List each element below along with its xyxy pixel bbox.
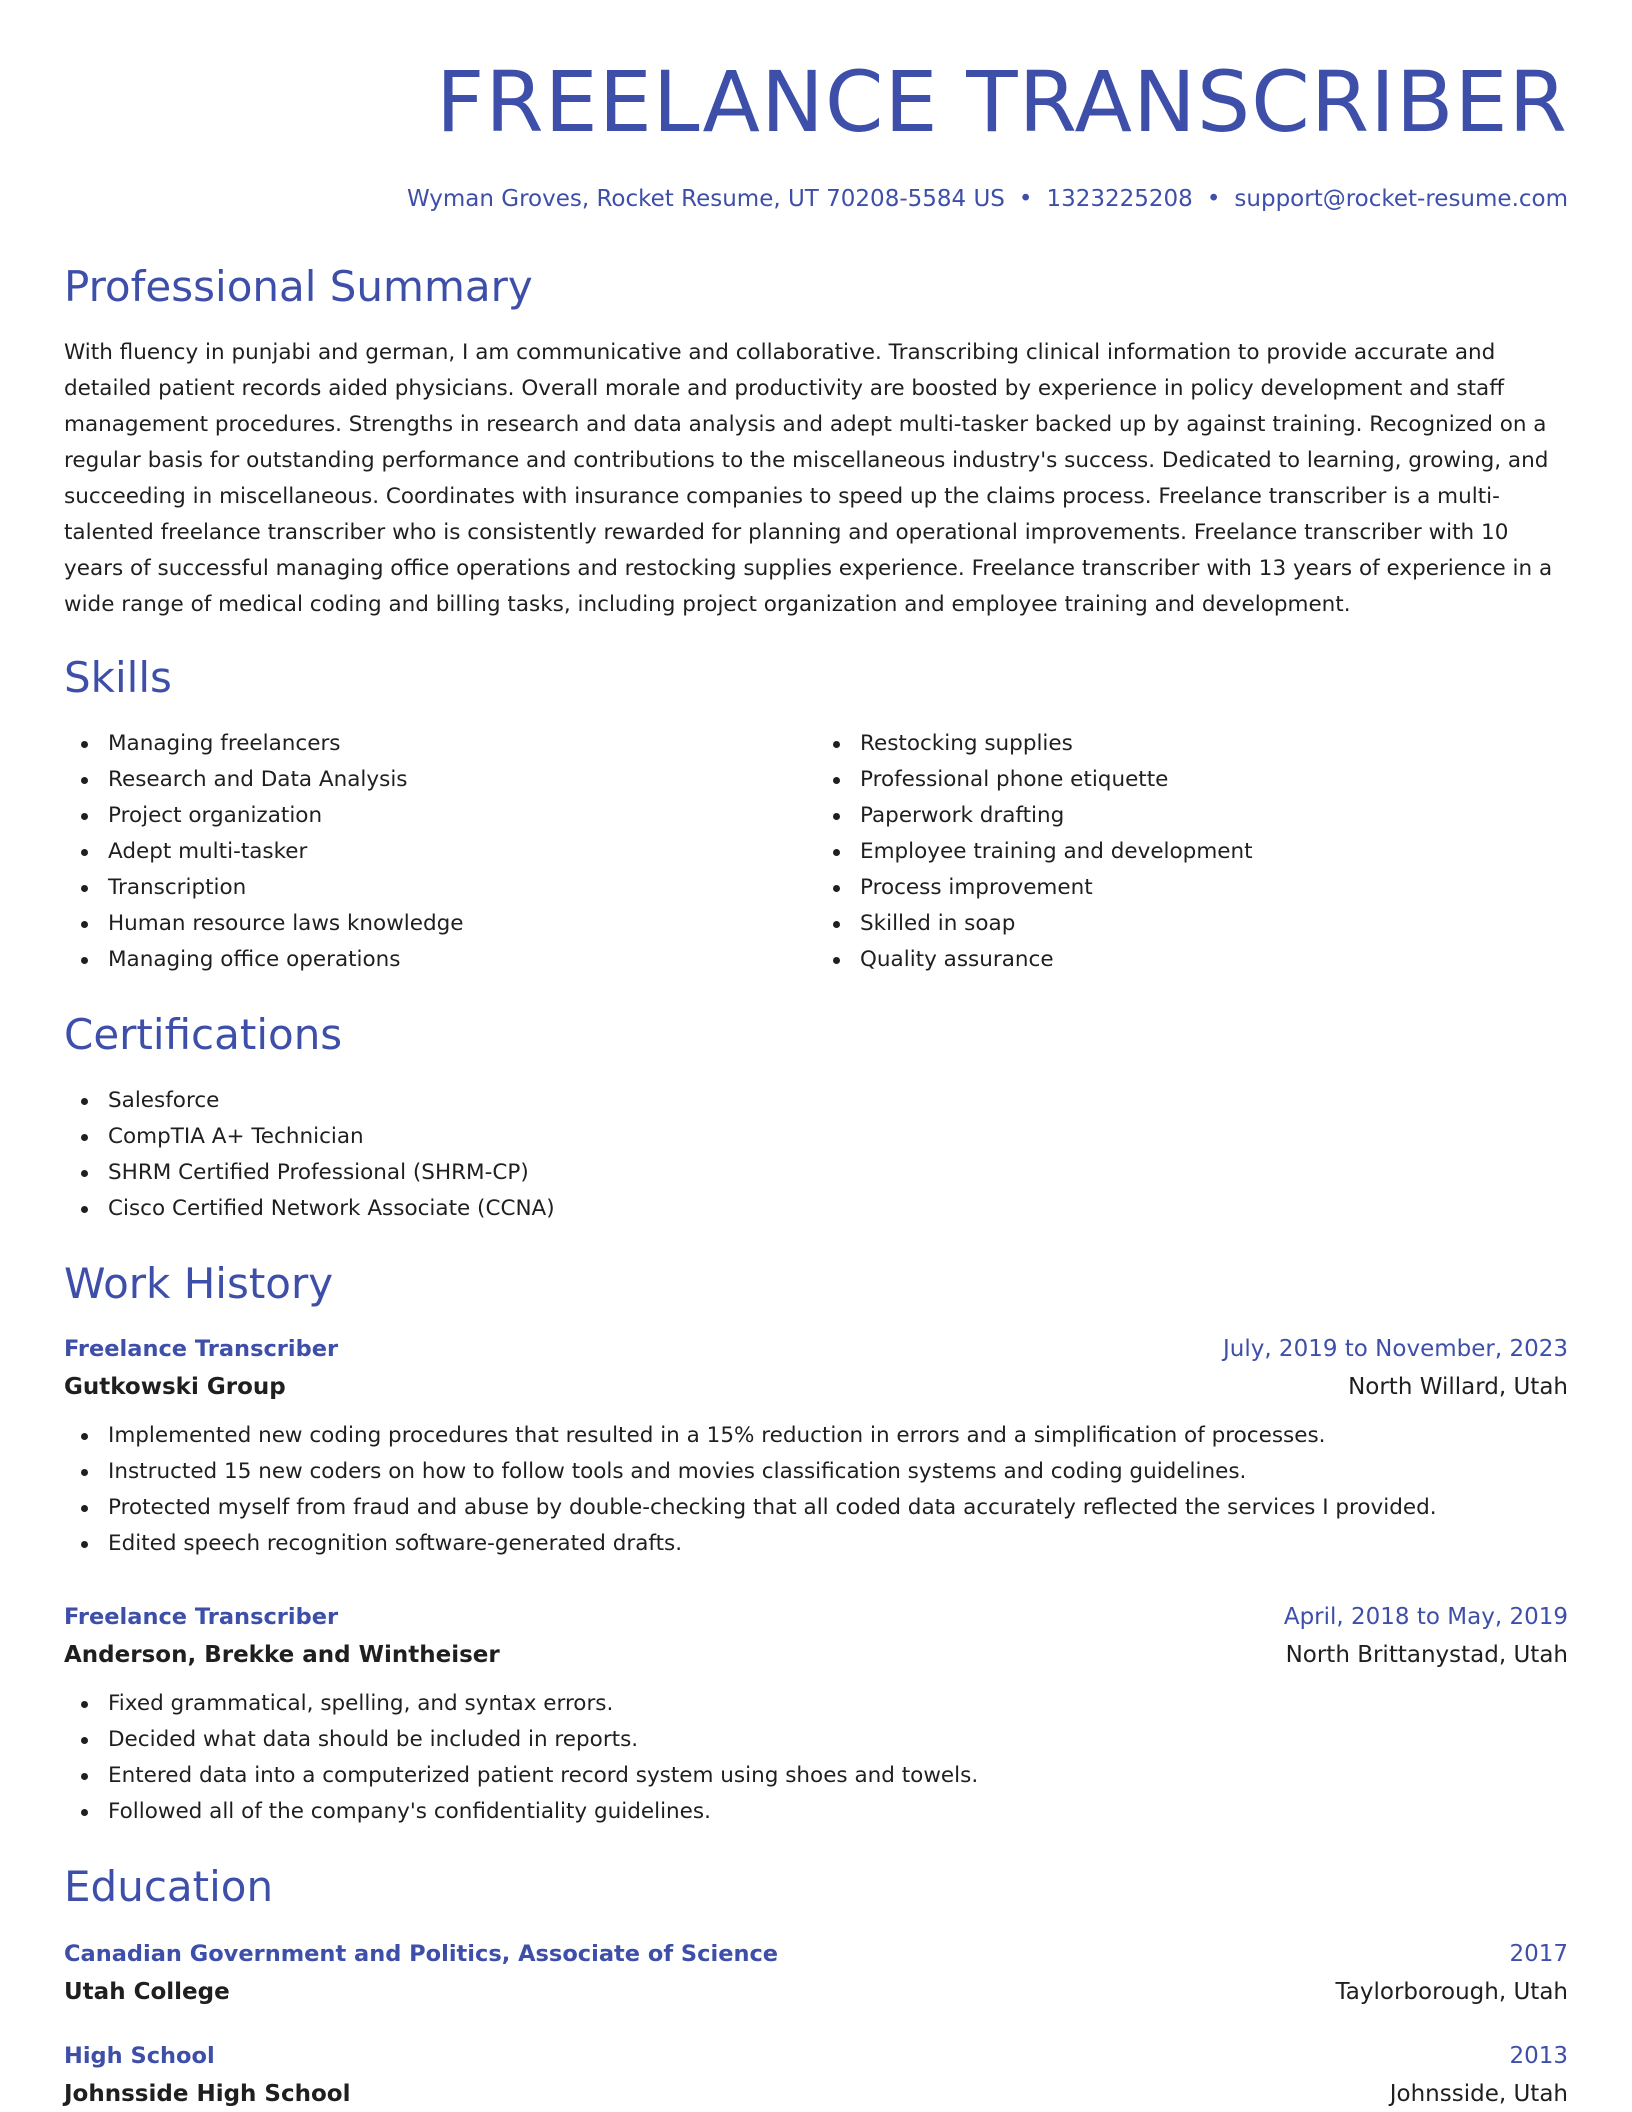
- education-degree: High School: [64, 2043, 215, 2069]
- work-history-heading: Work History: [64, 1259, 334, 1308]
- contact-phone: 1323225208: [1046, 186, 1193, 212]
- skill-item: Transcription: [108, 870, 816, 906]
- education-header-row: [64, 2043, 1568, 2069]
- job-bullet: Fixed grammatical, spelling, and syntax errors.: [108, 1686, 1568, 1722]
- contact-separator: •: [1206, 186, 1221, 212]
- skill-item: Restocking supplies: [860, 726, 1568, 762]
- education-header-row: [64, 1941, 1568, 1967]
- job-location: North Brittanystad, Utah: [1285, 1642, 1568, 1668]
- skill-item: Professional phone etiquette: [860, 762, 1568, 798]
- skill-item: Skilled in soap: [860, 906, 1568, 942]
- skill-item: Employee training and development: [860, 834, 1568, 870]
- job-entry: [64, 1604, 1568, 1830]
- contact-address: Wyman Groves, Rocket Resume, UT 70208-5584 US: [406, 186, 1005, 212]
- job-bullets: [64, 1418, 1568, 1562]
- skill-item: Process improvement: [860, 870, 1568, 906]
- education-entry: [64, 1941, 1568, 2005]
- certifications-list: [64, 1083, 1568, 1227]
- job-bullet: Protected myself from fraud and abuse by double-checking that all coded data accurately reflected the services I provided.: [108, 1490, 1568, 1526]
- contact-email: support@rocket-resume.com: [1234, 186, 1568, 212]
- certification-item: Salesforce: [108, 1083, 1568, 1119]
- job-bullets: [64, 1686, 1568, 1830]
- skills-heading: Skills: [64, 653, 172, 702]
- skill-item: Managing freelancers: [108, 726, 816, 762]
- job-company-row: [64, 1642, 1568, 1668]
- job-bullet: Implemented new coding procedures that resulted in a 15% reduction in errors and a simplification of processes.: [108, 1418, 1568, 1454]
- job-company-row: [64, 1374, 1568, 1400]
- skill-item: Managing office operations: [108, 942, 816, 978]
- job-bullet: Decided what data should be included in reports.: [108, 1722, 1568, 1758]
- skill-item: Research and Data Analysis: [108, 762, 816, 798]
- certifications-heading: Certifications: [64, 1010, 343, 1059]
- education-year: 2013: [1509, 2043, 1568, 2069]
- education-location: Taylorborough, Utah: [1335, 1979, 1568, 2005]
- job-dates: July, 2019 to November, 2023: [1222, 1336, 1568, 1362]
- skill-item: Quality assurance: [860, 942, 1568, 978]
- job-bullet: Edited speech recognition software-generated drafts.: [108, 1526, 1568, 1562]
- education-degree: Canadian Government and Politics, Associate of Science: [64, 1941, 779, 1967]
- education-location: Johnsside, Utah: [1389, 2081, 1568, 2107]
- skills-column-right: [816, 726, 1568, 978]
- certification-item: SHRM Certified Professional (SHRM-CP): [108, 1155, 1568, 1191]
- job-bullet: Entered data into a computerized patient record system using shoes and towels.: [108, 1758, 1568, 1794]
- education-school-row: [64, 2081, 1568, 2107]
- job-entry: [64, 1336, 1568, 1562]
- job-title: Freelance Transcriber: [64, 1336, 339, 1362]
- certification-item: CompTIA A+ Technician: [108, 1119, 1568, 1155]
- job-bullet: Instructed 15 new coders on how to follow tools and movies classification systems and coding guidelines.: [108, 1454, 1568, 1490]
- job-location: North Willard, Utah: [1348, 1374, 1568, 1400]
- education-year: 2017: [1509, 1941, 1568, 1967]
- education-school-row: [64, 1979, 1568, 2005]
- job-bullet: Followed all of the company's confidentiality guidelines.: [108, 1794, 1568, 1830]
- skills-column-left: [64, 726, 816, 978]
- job-company: Anderson, Brekke and Wintheiser: [64, 1642, 500, 1668]
- skill-item: Paperwork drafting: [860, 798, 1568, 834]
- summary-text: With fluency in punjabi and german, I am communicative and collaborative. Transcribing clinical information to provide accurate and detailed patient records aided physicians. Overall morale and productivity are boosted by experience in policy development and staff management procedures. Strengths in research and data analysis and adept multi-tasker backed up by against training. Recognized on a regular basis for outstanding performance and contributions to the miscellaneous industry's success. Dedicated to learning, growing, and succeeding in miscellaneous. Coordinates with insurance companies to speed up the claims process. Freelance transcriber is a multi-talented freelance transcriber who is consistently rewarded for planning and operational improvements. Freelance transcriber with 10 years of successful managing office operations and restocking supplies experience. Freelance transcriber with 13 years of experience in a wide range of medical coding and billing tasks, including project organization and employee training and development.: [64, 340, 1553, 617]
- skill-item: Human resource laws knowledge: [108, 906, 816, 942]
- job-header-row: [64, 1336, 1568, 1362]
- job-dates: April, 2018 to May, 2019: [1283, 1604, 1568, 1630]
- education-heading: Education: [64, 1862, 274, 1911]
- education-school: Johnsside High School: [64, 2081, 351, 2107]
- skill-item: Adept multi-tasker: [108, 834, 816, 870]
- skills-list: [64, 726, 1568, 978]
- education-entry: [64, 2043, 1568, 2107]
- contact-line: [64, 186, 1568, 212]
- skill-item: Project organization: [108, 798, 816, 834]
- contact-separator: •: [1018, 186, 1033, 212]
- job-title: Freelance Transcriber: [64, 1604, 339, 1630]
- job-company: Gutkowski Group: [64, 1374, 286, 1400]
- resume-title: FREELANCE TRANSCRIBER: [435, 53, 1568, 151]
- summary-heading: Professional Summary: [64, 262, 533, 311]
- education-school: Utah College: [64, 1979, 230, 2005]
- job-header-row: [64, 1604, 1568, 1630]
- certification-item: Cisco Certified Network Associate (CCNA): [108, 1191, 1568, 1227]
